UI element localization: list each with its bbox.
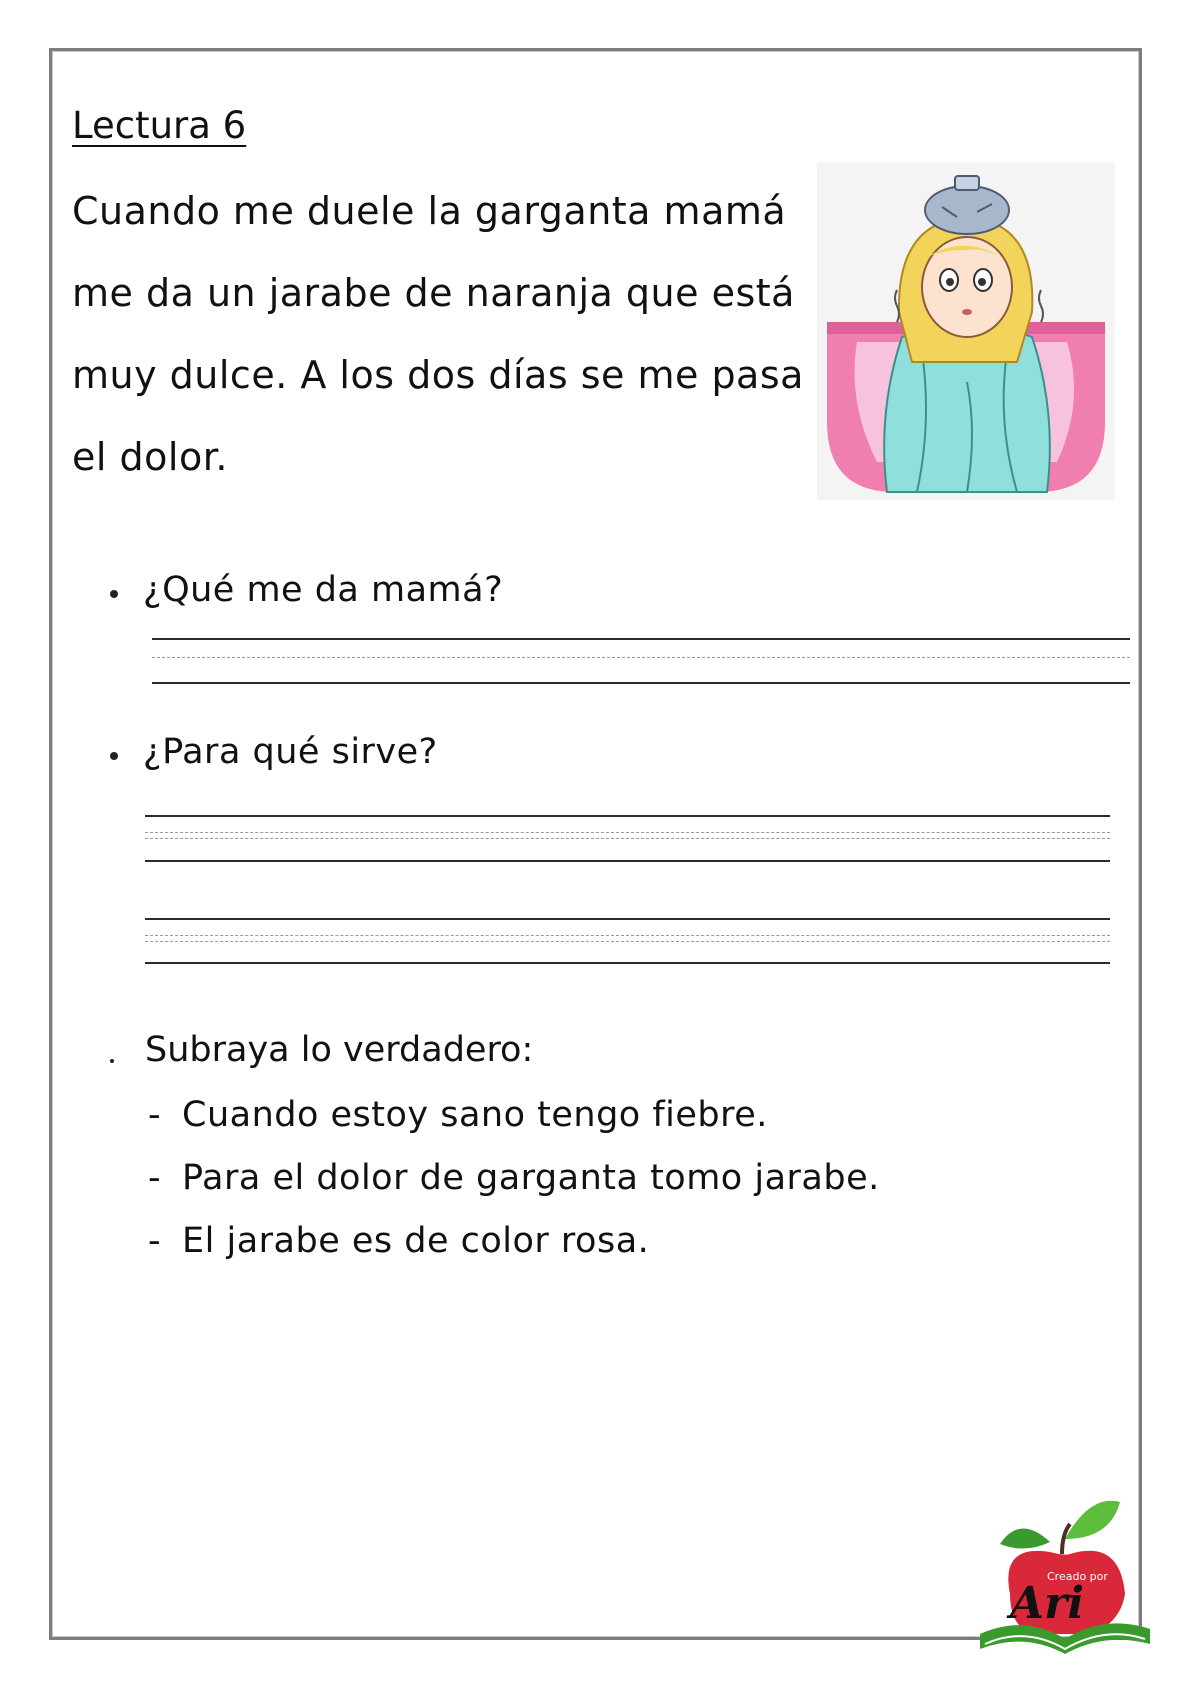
task-title: Subraya lo verdadero: — [145, 1030, 534, 1070]
statement-text: Cuando estoy sano tengo fiebre. — [182, 1095, 768, 1135]
statement-text: El jarabe es de color rosa. — [182, 1221, 650, 1261]
bullet-icon — [110, 590, 118, 598]
dash-icon: - — [148, 1221, 162, 1261]
answer-line[interactable] — [152, 682, 1130, 684]
answer-line[interactable] — [145, 860, 1110, 862]
answer-line[interactable] — [152, 638, 1130, 640]
sick-girl-illustration — [817, 162, 1115, 500]
statement-3[interactable] — [148, 1221, 649, 1261]
dash-icon: - — [148, 1158, 162, 1198]
guide-line — [145, 838, 1110, 839]
dash-icon: - — [148, 1095, 162, 1135]
answer-line[interactable] — [145, 918, 1110, 920]
reading-line: me da un jarabe de naranja que está — [72, 271, 795, 315]
statement-1[interactable] — [148, 1095, 768, 1135]
reading-line: el dolor. — [72, 435, 228, 479]
statement-2[interactable] — [148, 1158, 880, 1198]
bullet-icon — [110, 1059, 114, 1063]
question-1: ¿Qué me da mamá? — [143, 570, 504, 610]
answer-line[interactable] — [145, 962, 1110, 964]
logo-big-text: Ari — [1010, 1578, 1085, 1629]
guide-line — [145, 941, 1110, 942]
guide-line — [145, 832, 1110, 833]
statement-text: Para el dolor de garganta tomo jarabe. — [182, 1158, 880, 1198]
reading-paragraph — [72, 180, 812, 508]
answer-line[interactable] — [145, 815, 1110, 817]
guide-line — [152, 657, 1130, 658]
reading-line: Cuando me duele la garganta mamá — [72, 189, 787, 233]
guide-line — [145, 935, 1110, 936]
question-2: ¿Para qué sirve? — [143, 732, 438, 772]
reading-title: Lectura 6 — [72, 104, 247, 147]
bullet-icon — [110, 752, 118, 760]
logo-small-text: Creado por — [1047, 1570, 1108, 1583]
reading-line: muy dulce. A los dos días se me pasa — [72, 353, 804, 397]
